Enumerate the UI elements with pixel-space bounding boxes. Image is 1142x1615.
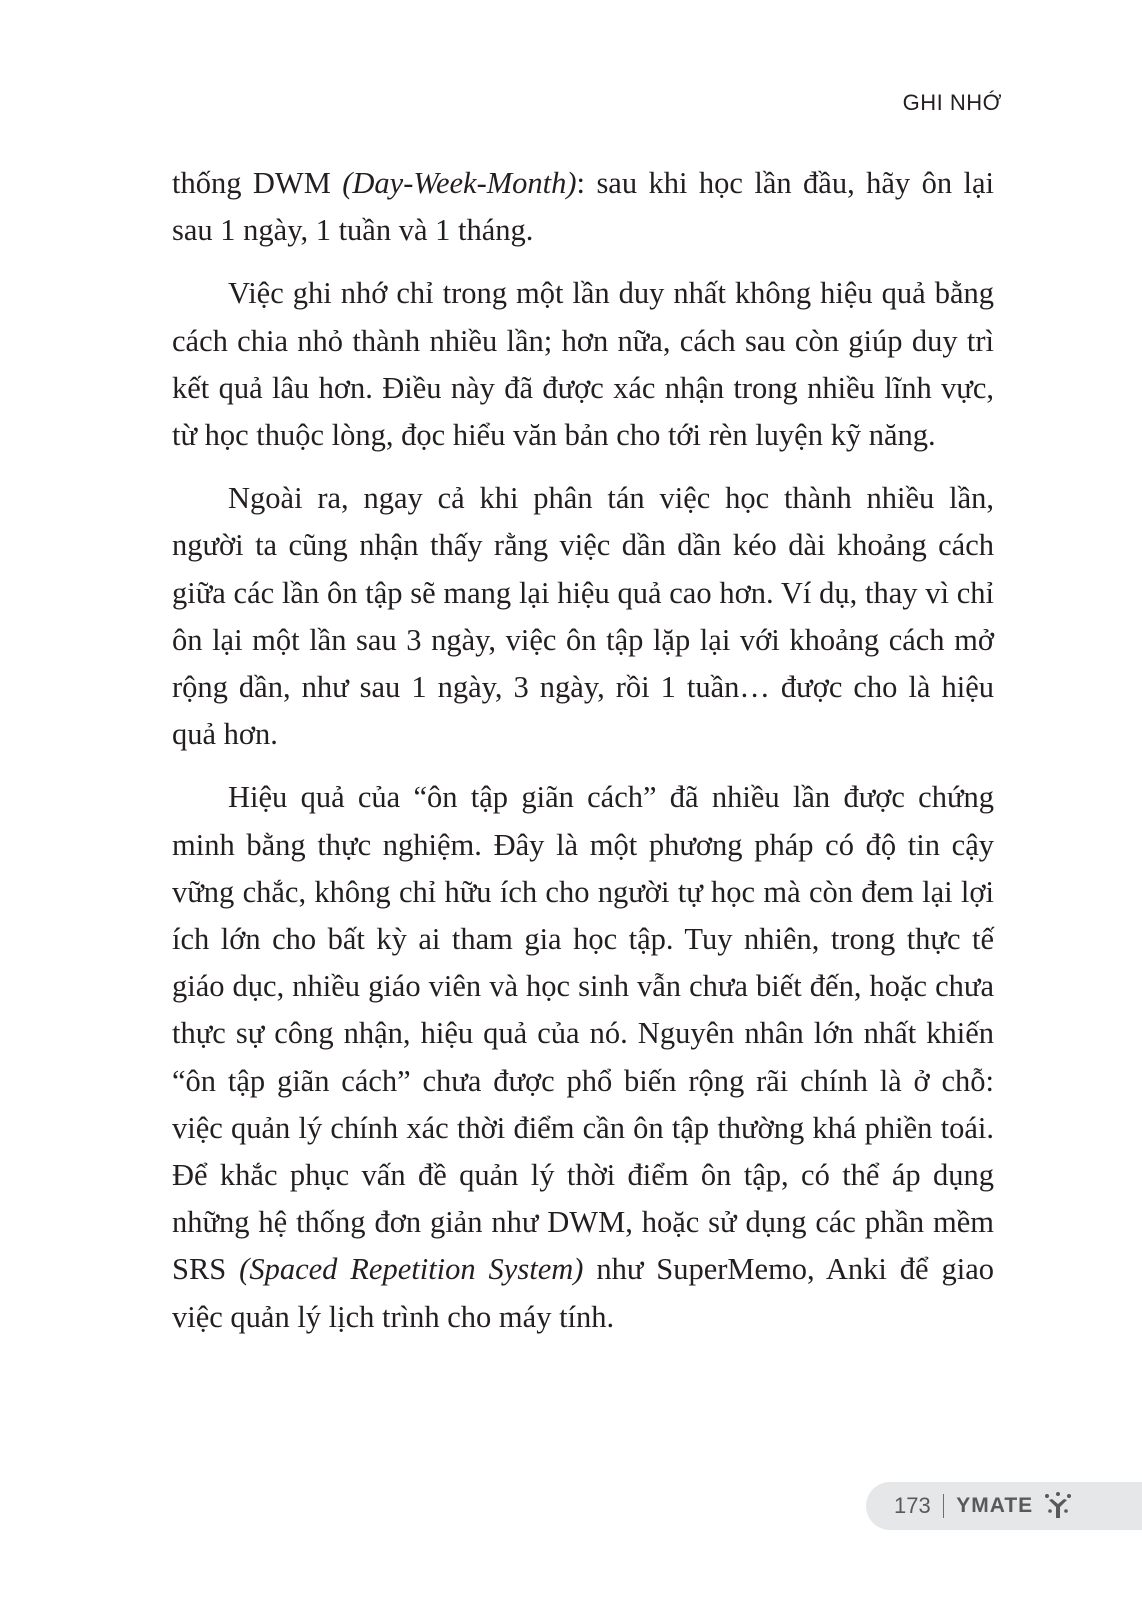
text-segment: Ngoài ra, ngay cả khi phân tán việc học thành nhiều lần, người ta cũng nhận thấy rằng việc dần dần kéo dài khoảng cách giữa các lần ôn tập sẽ mang lại hiệu quả cao hơn. Ví dụ, thay vì chỉ ôn lại một lần sau 3 ngày, việc ôn tập lặp lại với khoảng cách mở rộng dần, như sau 1 ngày, 3 ngày, rồi 1 tuần… được cho là hiệu quả hơn. [172, 481, 994, 752]
page-footer [866, 1482, 1142, 1530]
text-segment: Việc ghi nhớ chỉ trong một lần duy nhất không hiệu quả bằng cách chia nhỏ thành nhiều lần; hơn nữa, cách sau còn giúp duy trì kết quả lâu hơn. Điều này đã được xác nhận trong nhiều lĩnh vực, từ học thuộc lòng, đọc hiểu văn bản cho tới rèn luyện kỹ năng. [172, 276, 994, 453]
page-number: 173 [894, 1493, 931, 1518]
paragraph [172, 475, 994, 758]
body-text [172, 160, 994, 1357]
italic-text: (Day-Week-Month) [342, 166, 577, 200]
publisher-name: YMATE [956, 1494, 1034, 1517]
text-segment: thống DWM [172, 166, 343, 200]
text-segment: : sau khi học lần đầu, hãy ôn lại sau 1 ngày, 1 tuần và 1 tháng. [172, 166, 994, 248]
ymate-logo-icon [1043, 1491, 1073, 1521]
text-segment: như SuperMemo, Anki để giao việc quản lý lịch trình cho máy tính. [172, 1252, 994, 1334]
paragraph [172, 270, 994, 459]
footer-divider [943, 1494, 945, 1518]
text-segment: Hiệu quả của “ôn tập giãn cách” đã nhiều lần được chứng minh bằng thực nghiệm. Đây là một phương pháp có độ tin cậy vững chắc, không chỉ hữu ích cho người tự học mà còn đem lại lợi ích lớn cho bất kỳ ai tham gia học tập. Tuy nhiên, trong thực tế giáo dục, nhiều giáo viên và học sinh vẫn chưa biết đến, hoặc chưa thực sự công nhận, hiệu quả của nó. Nguyên nhân lớn nhất khiến “ôn tập giãn cách” chưa được phổ biến rộng rãi chính là ở chỗ: việc quản lý chính xác thời điểm cần ôn tập thường khá phiền toái. Để khắc phục vấn đề quản lý thời điểm ôn tập, có thể áp dụng những hệ thống đơn giản như DWM, hoặc sử dụng các phần mềm SRS [172, 780, 994, 1287]
italic-text: (Spaced Repetition System) [239, 1252, 584, 1287]
paragraph [172, 774, 994, 1340]
running-header: GHI NHỚ [902, 90, 1002, 115]
paragraph [172, 160, 994, 254]
